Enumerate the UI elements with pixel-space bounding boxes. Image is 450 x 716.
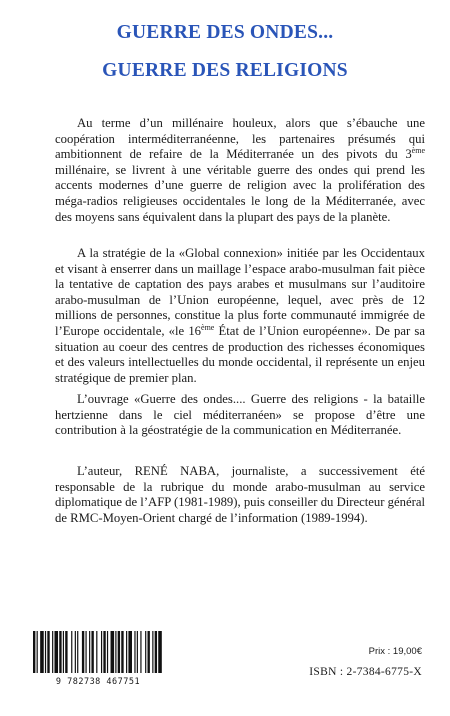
barcode-bar bbox=[85, 631, 86, 673]
barcode-bar bbox=[47, 631, 49, 673]
barcode-bar bbox=[37, 631, 38, 673]
title-line-1: GUERRE DES ONDES... bbox=[116, 22, 334, 43]
barcode-bar bbox=[137, 631, 138, 673]
barcode-bar bbox=[52, 631, 53, 673]
paragraph-4 bbox=[55, 464, 425, 526]
barcode-bar bbox=[75, 631, 76, 673]
barcode-bar bbox=[145, 631, 146, 673]
paragraph-1-superscript: ème bbox=[411, 146, 425, 156]
barcode-bar bbox=[82, 631, 84, 673]
barcode-bar bbox=[152, 631, 153, 673]
paragraph-2 bbox=[55, 246, 425, 386]
barcode-bar bbox=[158, 631, 162, 673]
paragraph-1-text-b: millénaire, se livrent à une véritable guerre des ondes qui prend les accents modernes d’une guerre de religion avec la prolifération des méga-radios religieuses occidentales le long de la Méditerranée, avec des moyens sans équivalent dans la plupart des pays de la planète. bbox=[55, 162, 425, 224]
barcode-digits: 9 782738 467751 bbox=[55, 677, 141, 687]
barcode-bar bbox=[45, 631, 46, 673]
paragraph-3 bbox=[55, 392, 425, 439]
barcode-bar bbox=[121, 631, 123, 673]
barcode-bar bbox=[59, 631, 61, 673]
barcode-bar bbox=[101, 631, 102, 673]
barcode-bar bbox=[40, 631, 44, 673]
barcode-bar bbox=[54, 631, 58, 673]
barcode-bar bbox=[107, 631, 108, 673]
barcode-bar bbox=[128, 631, 132, 673]
barcode-bar bbox=[126, 631, 127, 673]
barcode-image bbox=[32, 631, 164, 673]
paragraph-1-text-a: Au terme d’un millénaire houleux, alors que s’ébauche une coopération interméditerranéenne, les partenaires présumés qui ambitionnent de refaire de la Méditerranée un des pivots du 3 bbox=[55, 116, 425, 162]
barcode-bar bbox=[111, 631, 115, 673]
barcode-bar bbox=[134, 631, 135, 673]
paragraph-2-superscript: ème bbox=[201, 322, 215, 332]
price-label: Prix : 19,00€ bbox=[368, 646, 422, 657]
barcode-bar bbox=[115, 631, 116, 673]
barcode-bar bbox=[63, 631, 64, 673]
barcode-bar bbox=[33, 631, 35, 673]
paragraph-2-text-a: A la stratégie de la «Global connexion» initiée par les Occidentaux et visant à enserrer dans un maillage l’espace arabo-musulman fait pièce la tentative de captation des pays arabes et musulmans sur l’auditoire arabo-musulman de l’Union européenne, lequel, avec près de 12 millions de personnes, constitue la plus forte communauté immigrée de l’Europe occidentale, «le 16 bbox=[55, 246, 425, 338]
barcode-bar bbox=[96, 631, 97, 673]
paragraph-3-text: L’ouvrage «Guerre des ondes.... Guerre des religions - la bataille hertzienne dans le ciel méditerranéen» se propose d’être une contribution à la géostratégie de la communication en Méditerranée. bbox=[55, 392, 425, 438]
paragraph-2-text-b: État de l’Union européenne». De par sa situation au coeur des centres de production des richesses économiques et des valeurs intellectuelles du monde occidental, il représente un enjeu stratégique de premier plan. bbox=[55, 323, 425, 385]
barcode-bar bbox=[71, 631, 72, 673]
barcode-bar bbox=[118, 631, 120, 673]
barcode-bar bbox=[103, 631, 105, 673]
barcode-bar bbox=[65, 631, 67, 673]
barcode-bar bbox=[140, 631, 141, 673]
paragraph-4-text: L’auteur, RENÉ NABA, journaliste, a successivement été responsable de la rubrique du monde arabo-musulman au service diplomatique de l’AFP (1981-1989), puis conseiller du Directeur général de RMC-Moyen-Orient chargé de l’information (1989-1994). bbox=[55, 464, 425, 525]
barcode-bar bbox=[155, 631, 157, 673]
title-line-2: GUERRE DES RELIGIONS bbox=[102, 60, 348, 81]
paragraph-1 bbox=[55, 116, 425, 225]
barcode-bar bbox=[89, 631, 90, 673]
isbn-label: ISBN : 2-7384-6775-X bbox=[309, 666, 422, 678]
barcode-bar bbox=[147, 631, 149, 673]
barcode-bar bbox=[91, 631, 93, 673]
barcode-bar bbox=[77, 631, 78, 673]
